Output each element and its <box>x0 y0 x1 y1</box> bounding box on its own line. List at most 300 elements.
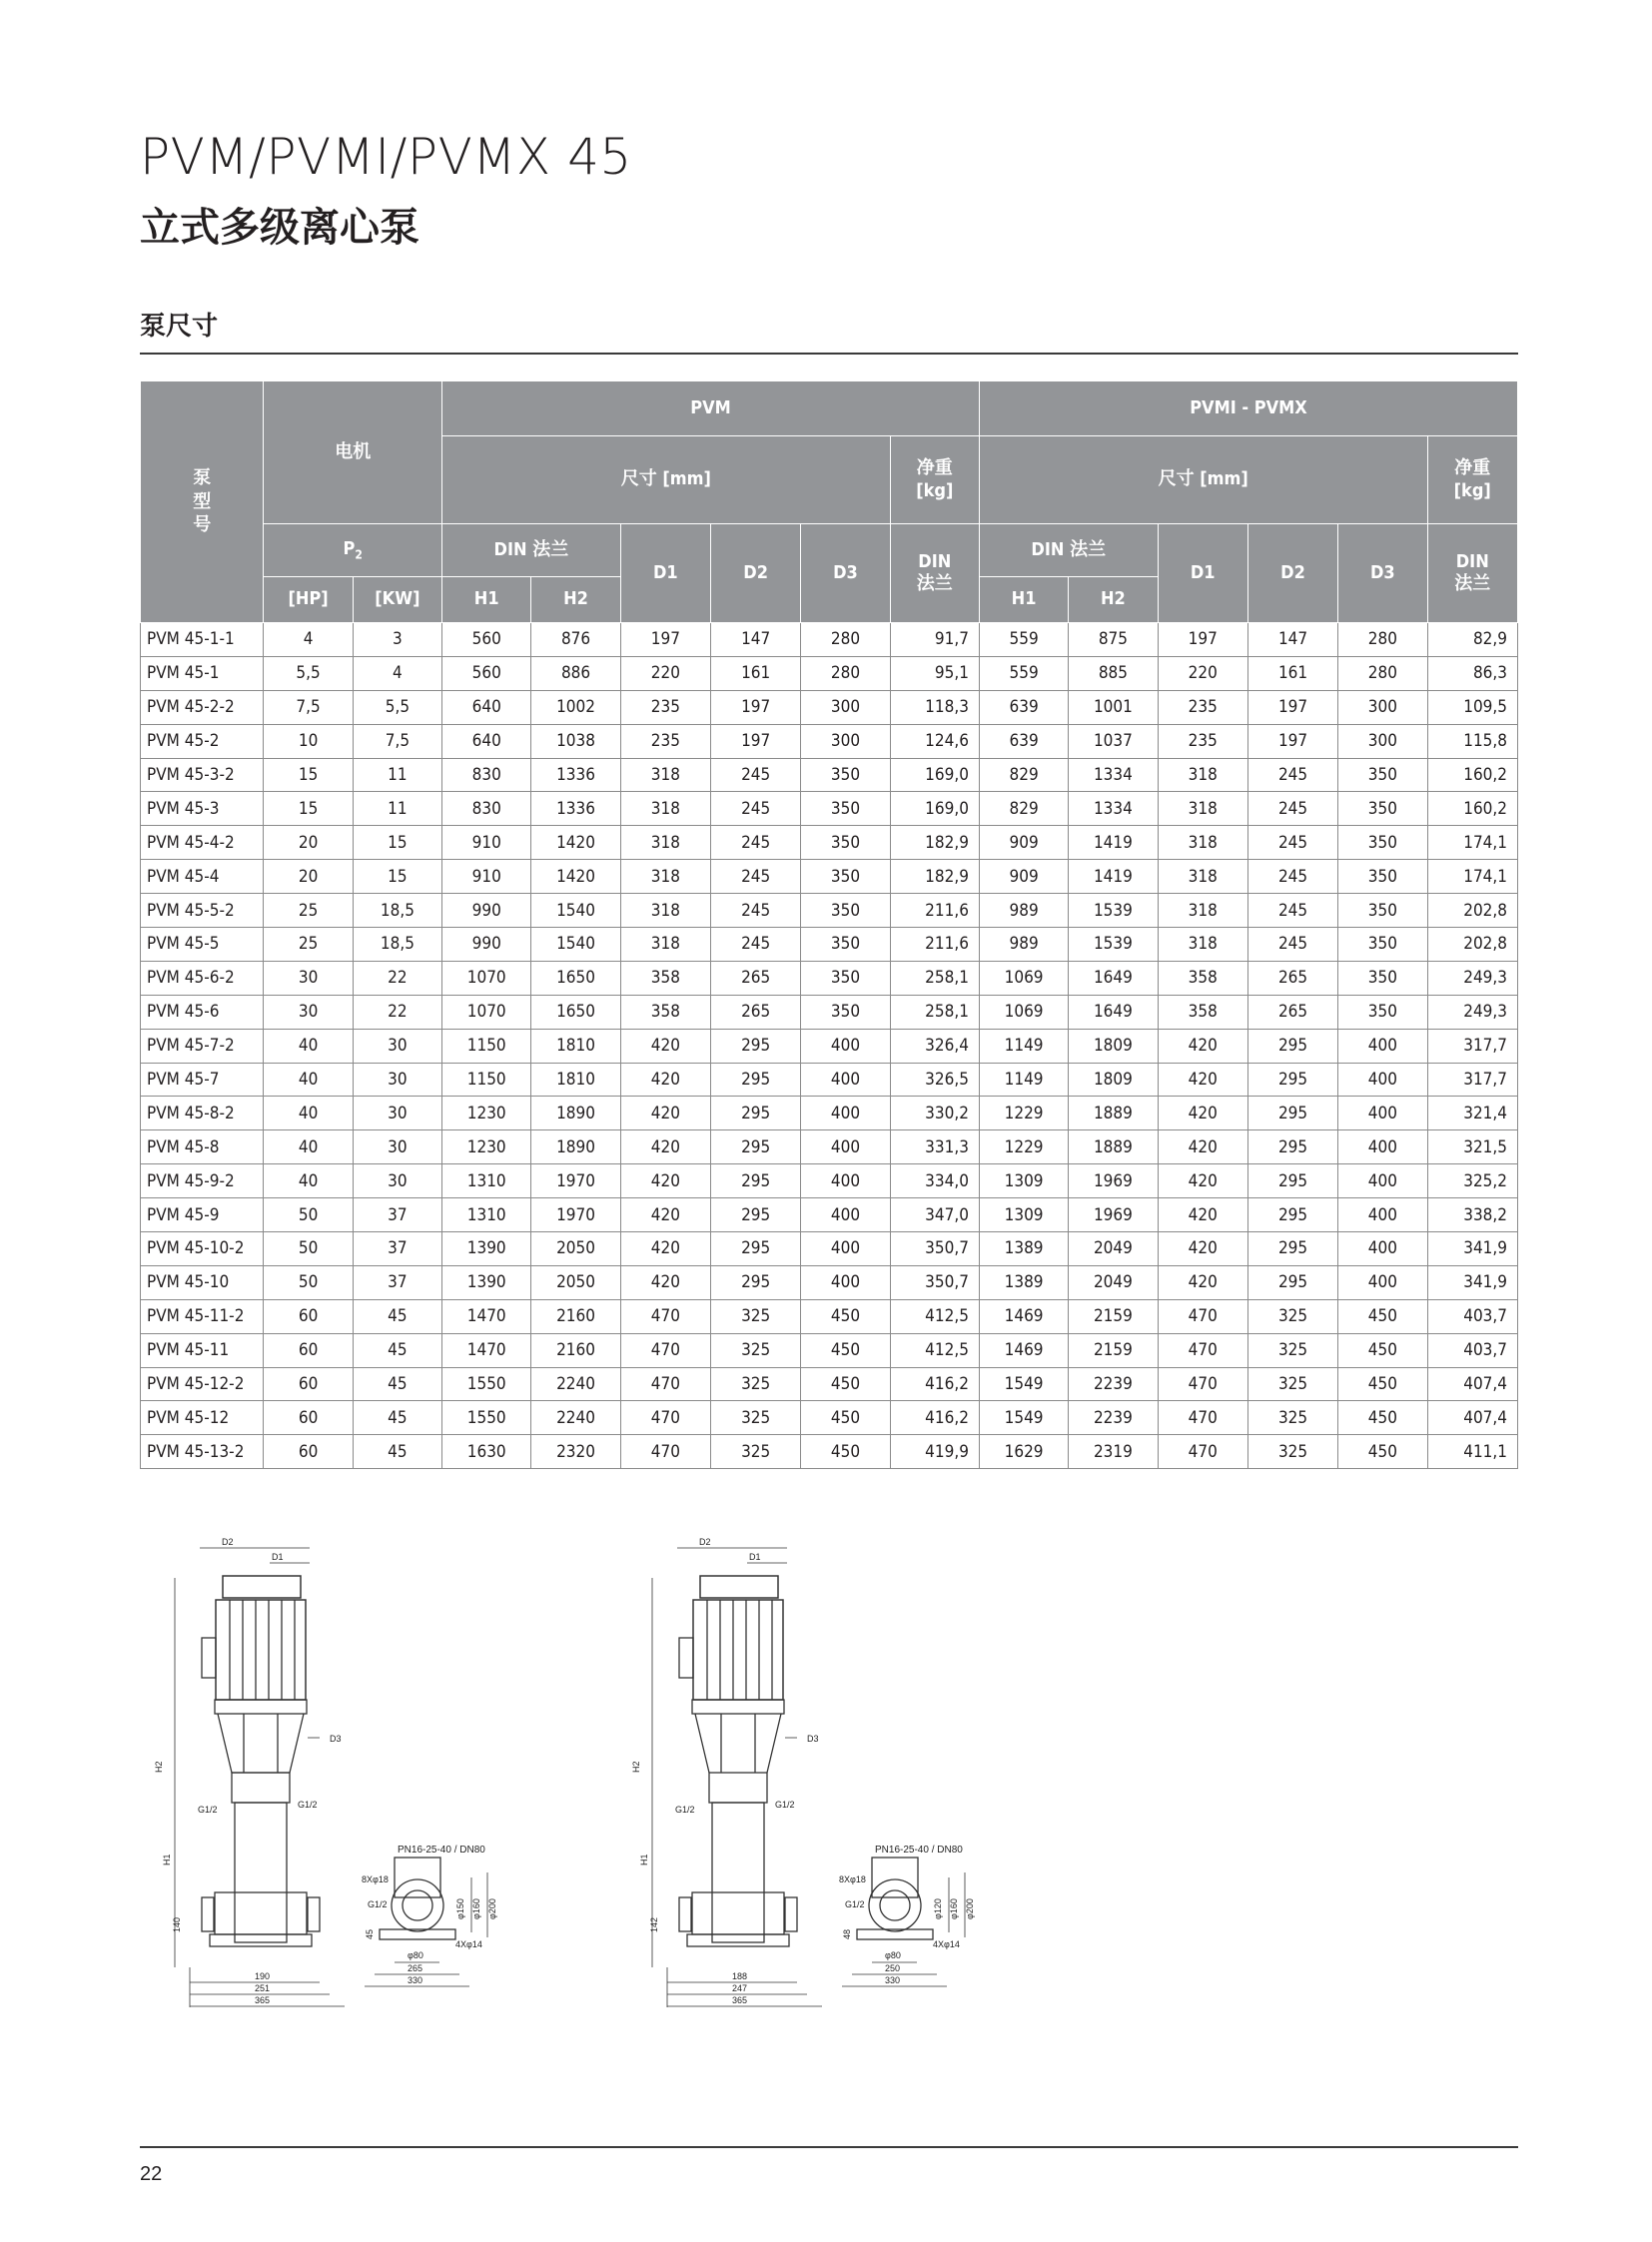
svg-text:G1/2: G1/2 <box>675 1805 695 1815</box>
cell-pvm-weight: 124,6 <box>890 724 979 758</box>
cell-pvm-d3: 400 <box>801 1232 890 1266</box>
cell-pvmi-d2: 265 <box>1247 995 1337 1029</box>
cell-pvmi-weight: 321,5 <box>1427 1130 1518 1164</box>
cell-pvm-h1: 1150 <box>442 1063 531 1097</box>
cell-pvm-weight: 334,0 <box>890 1164 979 1198</box>
header-pvm-h2: H2 <box>531 577 620 623</box>
svg-text:365: 365 <box>255 1995 271 2005</box>
cell-pvmi-d1: 318 <box>1158 758 1247 792</box>
cell-pvmi-d3: 400 <box>1338 1198 1427 1232</box>
cell-pvm-weight: 347,0 <box>890 1198 979 1232</box>
table-row <box>141 1367 1518 1401</box>
svg-text:D1: D1 <box>749 1552 761 1562</box>
cell-pvm-d2: 245 <box>711 792 801 826</box>
cell-hp: 15 <box>264 758 353 792</box>
cell-pvmi-weight: 407,4 <box>1427 1367 1518 1401</box>
cell-model: PVM 45-13-2 <box>141 1435 264 1469</box>
cell-model: PVM 45-4-2 <box>141 826 264 860</box>
header-pvmi-din-flange: DIN 法兰 <box>979 524 1158 577</box>
header-pvm-d3: D3 <box>801 524 890 623</box>
cell-pvm-h1: 1230 <box>442 1130 531 1164</box>
cell-pvmi-h2: 1334 <box>1069 758 1158 792</box>
cell-pvm-d1: 358 <box>620 961 710 995</box>
svg-text:8Xφ18: 8Xφ18 <box>362 1874 389 1884</box>
cell-kw: 5,5 <box>353 690 441 724</box>
cell-pvmi-h2: 1334 <box>1069 792 1158 826</box>
pvmi-pump-drawing <box>652 1548 822 2007</box>
cell-pvmi-h1: 1549 <box>979 1401 1068 1435</box>
cell-pvmi-h2: 875 <box>1069 623 1158 657</box>
table-row <box>141 928 1518 962</box>
cell-pvm-d2: 325 <box>711 1435 801 1469</box>
cell-pvmi-d3: 350 <box>1338 758 1427 792</box>
cell-hp: 60 <box>264 1333 353 1367</box>
cell-pvm-d1: 420 <box>620 1029 710 1063</box>
cell-pvmi-d3: 300 <box>1338 690 1427 724</box>
cell-pvm-h2: 1002 <box>531 690 620 724</box>
footer-rule <box>140 2146 1518 2148</box>
cell-pvmi-h1: 1149 <box>979 1063 1068 1097</box>
header-pump-model <box>141 381 264 623</box>
table-row <box>141 1232 1518 1266</box>
cell-pvmi-h1: 829 <box>979 758 1068 792</box>
svg-text:H2: H2 <box>631 1761 641 1773</box>
cell-pvmi-d3: 450 <box>1338 1299 1427 1333</box>
cell-pvmi-h2: 1649 <box>1069 995 1158 1029</box>
cell-pvmi-d3: 400 <box>1338 1097 1427 1130</box>
cell-pvmi-d1: 358 <box>1158 995 1247 1029</box>
cell-kw: 7,5 <box>353 724 441 758</box>
cell-pvmi-h1: 1309 <box>979 1164 1068 1198</box>
cell-pvm-d3: 400 <box>801 1164 890 1198</box>
cell-pvm-weight: 326,5 <box>890 1063 979 1097</box>
header-pvmi-h1: H1 <box>979 577 1068 623</box>
cell-pvm-d3: 280 <box>801 656 890 690</box>
svg-text:188: 188 <box>732 1971 748 1981</box>
cell-model: PVM 45-1 <box>141 656 264 690</box>
page-number: 22 <box>140 2163 163 2185</box>
cell-pvmi-weight: 403,7 <box>1427 1299 1518 1333</box>
cell-pvmi-d2: 295 <box>1247 1097 1337 1130</box>
cell-pvmi-weight: 407,4 <box>1427 1401 1518 1435</box>
cell-pvmi-h1: 1149 <box>979 1029 1068 1063</box>
cell-pvm-d2: 295 <box>711 1232 801 1266</box>
svg-text:H1: H1 <box>639 1854 649 1866</box>
cell-pvmi-weight: 249,3 <box>1427 961 1518 995</box>
cell-pvmi-d1: 318 <box>1158 928 1247 962</box>
header-pvm: PVM <box>442 381 980 436</box>
cell-pvm-weight: 330,2 <box>890 1097 979 1130</box>
cell-pvm-d1: 470 <box>620 1333 710 1367</box>
table-row <box>141 826 1518 860</box>
cell-pvmi-d1: 420 <box>1158 1029 1247 1063</box>
cell-pvm-h2: 2050 <box>531 1265 620 1299</box>
cell-pvm-h2: 2160 <box>531 1333 620 1367</box>
cell-kw: 11 <box>353 792 441 826</box>
table-row <box>141 995 1518 1029</box>
table-row <box>141 758 1518 792</box>
cell-pvmi-d3: 350 <box>1338 826 1427 860</box>
svg-text:330: 330 <box>408 1975 423 1985</box>
cell-pvm-h2: 2320 <box>531 1435 620 1469</box>
cell-kw: 22 <box>353 961 441 995</box>
cell-hp: 10 <box>264 724 353 758</box>
cell-pvmi-d3: 400 <box>1338 1063 1427 1097</box>
cell-pvm-d1: 420 <box>620 1198 710 1232</box>
cell-kw: 4 <box>353 656 441 690</box>
svg-text:φ200: φ200 <box>965 1898 975 1919</box>
cell-pvm-weight: 258,1 <box>890 995 979 1029</box>
cell-pvmi-h2: 1419 <box>1069 826 1158 860</box>
cell-pvmi-d3: 280 <box>1338 623 1427 657</box>
cell-kw: 30 <box>353 1130 441 1164</box>
cell-pvm-d3: 450 <box>801 1299 890 1333</box>
cell-pvmi-d1: 470 <box>1158 1435 1247 1469</box>
cell-pvm-d2: 245 <box>711 860 801 894</box>
cell-pvm-weight: 326,4 <box>890 1029 979 1063</box>
cell-pvm-d2: 325 <box>711 1401 801 1435</box>
table-row <box>141 1299 1518 1333</box>
cell-pvm-weight: 91,7 <box>890 623 979 657</box>
cell-pvmi-h2: 1001 <box>1069 690 1158 724</box>
svg-text:D2: D2 <box>699 1537 711 1547</box>
cell-pvm-d3: 350 <box>801 928 890 962</box>
cell-kw: 45 <box>353 1435 441 1469</box>
cell-pvmi-d1: 318 <box>1158 894 1247 928</box>
cell-pvmi-h2: 1809 <box>1069 1063 1158 1097</box>
cell-pvm-d1: 420 <box>620 1232 710 1266</box>
cell-pvmi-weight: 338,2 <box>1427 1198 1518 1232</box>
cell-pvmi-h1: 1309 <box>979 1198 1068 1232</box>
cell-pvmi-d3: 400 <box>1338 1130 1427 1164</box>
cell-pvmi-weight: 160,2 <box>1427 758 1518 792</box>
section-heading: 泵尺寸 <box>140 311 219 341</box>
cell-pvm-h2: 886 <box>531 656 620 690</box>
cell-pvm-d2: 147 <box>711 623 801 657</box>
cell-kw: 30 <box>353 1029 441 1063</box>
cell-pvm-d2: 325 <box>711 1367 801 1401</box>
header-pvmi-pvmx: PVMI - PVMX <box>979 381 1517 436</box>
header-pvmi-dimensions: 尺寸 [mm] <box>979 436 1427 524</box>
svg-text:H2: H2 <box>154 1761 164 1773</box>
cell-pvmi-weight: 317,7 <box>1427 1029 1518 1063</box>
cell-pvmi-d2: 245 <box>1247 792 1337 826</box>
cell-pvmi-d3: 280 <box>1338 656 1427 690</box>
cell-pvm-h2: 1650 <box>531 995 620 1029</box>
table-row <box>141 961 1518 995</box>
cell-pvm-h1: 1550 <box>442 1401 531 1435</box>
table-row <box>141 1333 1518 1367</box>
cell-pvmi-d1: 470 <box>1158 1367 1247 1401</box>
cell-pvmi-d2: 245 <box>1247 860 1337 894</box>
table-row <box>141 1063 1518 1097</box>
cell-pvm-h1: 560 <box>442 656 531 690</box>
cell-pvmi-d2: 295 <box>1247 1198 1337 1232</box>
svg-text:D2: D2 <box>222 1537 234 1547</box>
cell-pvm-weight: 419,9 <box>890 1435 979 1469</box>
cell-pvmi-h1: 909 <box>979 826 1068 860</box>
cell-pvmi-h2: 1889 <box>1069 1130 1158 1164</box>
cell-pvmi-h1: 1549 <box>979 1367 1068 1401</box>
header-hp: [HP] <box>264 577 353 623</box>
cell-model: PVM 45-2 <box>141 724 264 758</box>
cell-pvmi-h1: 559 <box>979 656 1068 690</box>
cell-pvm-d3: 300 <box>801 690 890 724</box>
cell-kw: 11 <box>353 758 441 792</box>
svg-text:PN16-25-40 / DN80: PN16-25-40 / DN80 <box>398 1845 485 1856</box>
cell-hp: 40 <box>264 1164 353 1198</box>
cell-pvm-d1: 420 <box>620 1265 710 1299</box>
table-row <box>141 656 1518 690</box>
cell-pvmi-d1: 197 <box>1158 623 1247 657</box>
cell-hp: 60 <box>264 1401 353 1435</box>
cell-pvm-d2: 245 <box>711 894 801 928</box>
cell-pvm-d3: 300 <box>801 724 890 758</box>
cell-pvmi-weight: 174,1 <box>1427 826 1518 860</box>
cell-pvm-h1: 1150 <box>442 1029 531 1063</box>
section-rule <box>140 353 1518 355</box>
header-pvm-d1: D1 <box>620 524 710 623</box>
cell-pvm-weight: 350,7 <box>890 1265 979 1299</box>
cell-pvmi-h2: 2239 <box>1069 1367 1158 1401</box>
cell-pvmi-d3: 450 <box>1338 1435 1427 1469</box>
cell-pvmi-weight: 82,9 <box>1427 623 1518 657</box>
cell-pvm-d1: 235 <box>620 690 710 724</box>
cell-pvm-d3: 400 <box>801 1063 890 1097</box>
cell-pvm-h1: 1070 <box>442 961 531 995</box>
cell-pvm-h2: 1810 <box>531 1063 620 1097</box>
cell-pvm-h1: 1310 <box>442 1164 531 1198</box>
cell-pvmi-weight: 115,8 <box>1427 724 1518 758</box>
cell-pvmi-h1: 989 <box>979 928 1068 962</box>
cell-hp: 30 <box>264 961 353 995</box>
cell-pvmi-d1: 420 <box>1158 1265 1247 1299</box>
cell-kw: 37 <box>353 1265 441 1299</box>
header-motor: 电机 <box>264 381 442 524</box>
cell-pvm-d3: 450 <box>801 1333 890 1367</box>
table-row <box>141 1097 1518 1130</box>
cell-pvmi-h2: 1969 <box>1069 1164 1158 1198</box>
cell-pvm-d3: 350 <box>801 758 890 792</box>
cell-pvm-d3: 350 <box>801 792 890 826</box>
page-title: PVM/PVMI/PVMX 45 <box>140 128 632 186</box>
pvmi-dimension-labels <box>631 1537 819 2005</box>
header-pvmi-d3: D3 <box>1338 524 1427 623</box>
svg-text:4Xφ14: 4Xφ14 <box>933 1939 960 1949</box>
cell-model: PVM 45-3-2 <box>141 758 264 792</box>
cell-pvmi-d2: 245 <box>1247 758 1337 792</box>
cell-pvm-d1: 420 <box>620 1063 710 1097</box>
cell-pvm-h2: 1336 <box>531 792 620 826</box>
header-pump-model-text: 泵 型 号 <box>193 467 212 536</box>
cell-pvmi-d3: 350 <box>1338 860 1427 894</box>
cell-pvm-d1: 318 <box>620 826 710 860</box>
cell-kw: 37 <box>353 1232 441 1266</box>
cell-pvmi-d1: 420 <box>1158 1232 1247 1266</box>
table-row <box>141 1198 1518 1232</box>
cell-pvm-weight: 331,3 <box>890 1130 979 1164</box>
cell-model: PVM 45-9-2 <box>141 1164 264 1198</box>
cell-pvmi-d3: 300 <box>1338 724 1427 758</box>
cell-model: PVM 45-5 <box>141 928 264 962</box>
svg-text:G1/2: G1/2 <box>298 1800 318 1810</box>
cell-pvm-d3: 350 <box>801 995 890 1029</box>
cell-pvmi-d1: 470 <box>1158 1299 1247 1333</box>
cell-pvmi-d1: 420 <box>1158 1164 1247 1198</box>
cell-pvmi-d2: 295 <box>1247 1063 1337 1097</box>
cell-pvm-d3: 450 <box>801 1367 890 1401</box>
cell-pvm-d3: 350 <box>801 961 890 995</box>
cell-pvm-d3: 350 <box>801 894 890 928</box>
cell-pvm-d3: 400 <box>801 1029 890 1063</box>
cell-pvm-d1: 197 <box>620 623 710 657</box>
cell-pvm-h1: 830 <box>442 792 531 826</box>
cell-pvm-h2: 876 <box>531 623 620 657</box>
svg-text:D3: D3 <box>330 1734 342 1744</box>
cell-pvm-h1: 1470 <box>442 1299 531 1333</box>
svg-text:φ80: φ80 <box>408 1950 423 1960</box>
cell-hp: 7,5 <box>264 690 353 724</box>
cell-pvmi-d1: 235 <box>1158 724 1247 758</box>
cell-pvm-d1: 318 <box>620 928 710 962</box>
cell-pvm-d1: 420 <box>620 1164 710 1198</box>
cell-pvm-d1: 220 <box>620 656 710 690</box>
cell-pvm-h1: 1310 <box>442 1198 531 1232</box>
cell-hp: 40 <box>264 1097 353 1130</box>
cell-kw: 18,5 <box>353 928 441 962</box>
svg-text:G1/2: G1/2 <box>775 1800 795 1810</box>
cell-pvm-d1: 420 <box>620 1130 710 1164</box>
cell-pvmi-d3: 450 <box>1338 1333 1427 1367</box>
dimensions-table <box>140 380 1518 1469</box>
cell-pvm-h1: 1070 <box>442 995 531 1029</box>
svg-text:G1/2: G1/2 <box>368 1899 388 1909</box>
header-pvm-weight-din: DIN 法兰 <box>890 524 979 623</box>
cell-pvmi-d3: 400 <box>1338 1029 1427 1063</box>
svg-text:D3: D3 <box>807 1734 819 1744</box>
cell-kw: 18,5 <box>353 894 441 928</box>
cell-pvm-h1: 910 <box>442 860 531 894</box>
cell-pvm-h1: 1470 <box>442 1333 531 1367</box>
cell-pvmi-h2: 2319 <box>1069 1435 1158 1469</box>
cell-hp: 60 <box>264 1367 353 1401</box>
cell-pvm-h1: 910 <box>442 826 531 860</box>
cell-hp: 4 <box>264 623 353 657</box>
cell-pvmi-d1: 318 <box>1158 860 1247 894</box>
cell-hp: 15 <box>264 792 353 826</box>
cell-pvmi-weight: 174,1 <box>1427 860 1518 894</box>
cell-model: PVM 45-8-2 <box>141 1097 264 1130</box>
cell-pvmi-d2: 295 <box>1247 1029 1337 1063</box>
header-pvm-net-weight: 净重 [kg] <box>890 436 979 524</box>
cell-pvm-d2: 295 <box>711 1265 801 1299</box>
cell-pvmi-d1: 420 <box>1158 1063 1247 1097</box>
cell-pvmi-d3: 350 <box>1338 792 1427 826</box>
cell-pvm-h1: 1230 <box>442 1097 531 1130</box>
cell-pvmi-h1: 639 <box>979 690 1068 724</box>
cell-pvm-h2: 1540 <box>531 928 620 962</box>
cell-pvm-d3: 400 <box>801 1265 890 1299</box>
svg-text:D1: D1 <box>272 1552 284 1562</box>
cell-pvmi-d1: 358 <box>1158 961 1247 995</box>
cell-pvmi-h1: 829 <box>979 792 1068 826</box>
cell-pvm-weight: 412,5 <box>890 1333 979 1367</box>
header-pvmi-d1: D1 <box>1158 524 1247 623</box>
cell-pvm-h1: 990 <box>442 894 531 928</box>
cell-kw: 15 <box>353 860 441 894</box>
table-row <box>141 1265 1518 1299</box>
cell-pvmi-h1: 559 <box>979 623 1068 657</box>
cell-model: PVM 45-12 <box>141 1401 264 1435</box>
pvm-pump-drawing <box>175 1548 345 2007</box>
cell-hp: 50 <box>264 1198 353 1232</box>
cell-pvmi-h1: 1229 <box>979 1130 1068 1164</box>
cell-pvmi-d2: 295 <box>1247 1265 1337 1299</box>
cell-pvmi-d1: 420 <box>1158 1198 1247 1232</box>
cell-pvm-d1: 318 <box>620 894 710 928</box>
cell-pvm-d2: 197 <box>711 724 801 758</box>
cell-pvmi-h1: 1069 <box>979 961 1068 995</box>
cell-pvmi-h2: 2049 <box>1069 1232 1158 1266</box>
cell-pvmi-weight: 321,4 <box>1427 1097 1518 1130</box>
cell-pvm-d1: 358 <box>620 995 710 1029</box>
cell-pvm-h2: 1890 <box>531 1130 620 1164</box>
cell-pvm-h2: 1420 <box>531 826 620 860</box>
cell-model: PVM 45-11 <box>141 1333 264 1367</box>
svg-text:φ200: φ200 <box>487 1898 497 1919</box>
cell-hp: 25 <box>264 928 353 962</box>
cell-pvm-h1: 830 <box>442 758 531 792</box>
cell-hp: 40 <box>264 1029 353 1063</box>
table-row <box>141 792 1518 826</box>
cell-hp: 25 <box>264 894 353 928</box>
cell-pvmi-h1: 1229 <box>979 1097 1068 1130</box>
svg-text:φ120: φ120 <box>933 1898 943 1919</box>
svg-text:G1/2: G1/2 <box>198 1805 218 1815</box>
cell-pvm-d3: 350 <box>801 826 890 860</box>
cell-pvmi-d2: 265 <box>1247 961 1337 995</box>
cell-pvmi-weight: 403,7 <box>1427 1333 1518 1367</box>
cell-model: PVM 45-3 <box>141 792 264 826</box>
cell-pvm-d2: 295 <box>711 1097 801 1130</box>
header-pvmi-d2: D2 <box>1247 524 1337 623</box>
cell-pvm-h2: 1810 <box>531 1029 620 1063</box>
cell-pvm-weight: 211,6 <box>890 928 979 962</box>
cell-pvmi-h1: 1629 <box>979 1435 1068 1469</box>
cell-kw: 37 <box>353 1198 441 1232</box>
cell-pvmi-d3: 350 <box>1338 894 1427 928</box>
cell-pvmi-d2: 197 <box>1247 690 1337 724</box>
cell-pvmi-weight: 341,9 <box>1427 1265 1518 1299</box>
cell-kw: 22 <box>353 995 441 1029</box>
cell-pvm-h1: 640 <box>442 690 531 724</box>
table-row <box>141 860 1518 894</box>
cell-pvmi-h2: 2159 <box>1069 1299 1158 1333</box>
cell-pvmi-h2: 1539 <box>1069 894 1158 928</box>
cell-hp: 20 <box>264 860 353 894</box>
cell-pvm-h1: 990 <box>442 928 531 962</box>
cell-pvmi-d3: 400 <box>1338 1265 1427 1299</box>
cell-pvm-h2: 2050 <box>531 1232 620 1266</box>
cell-pvmi-d2: 245 <box>1247 928 1337 962</box>
svg-text:4Xφ14: 4Xφ14 <box>455 1939 482 1949</box>
cell-pvmi-d3: 350 <box>1338 928 1427 962</box>
cell-pvm-d3: 400 <box>801 1130 890 1164</box>
cell-pvmi-d1: 318 <box>1158 826 1247 860</box>
cell-pvm-d3: 450 <box>801 1435 890 1469</box>
cell-model: PVM 45-8 <box>141 1130 264 1164</box>
cell-pvm-weight: 118,3 <box>890 690 979 724</box>
